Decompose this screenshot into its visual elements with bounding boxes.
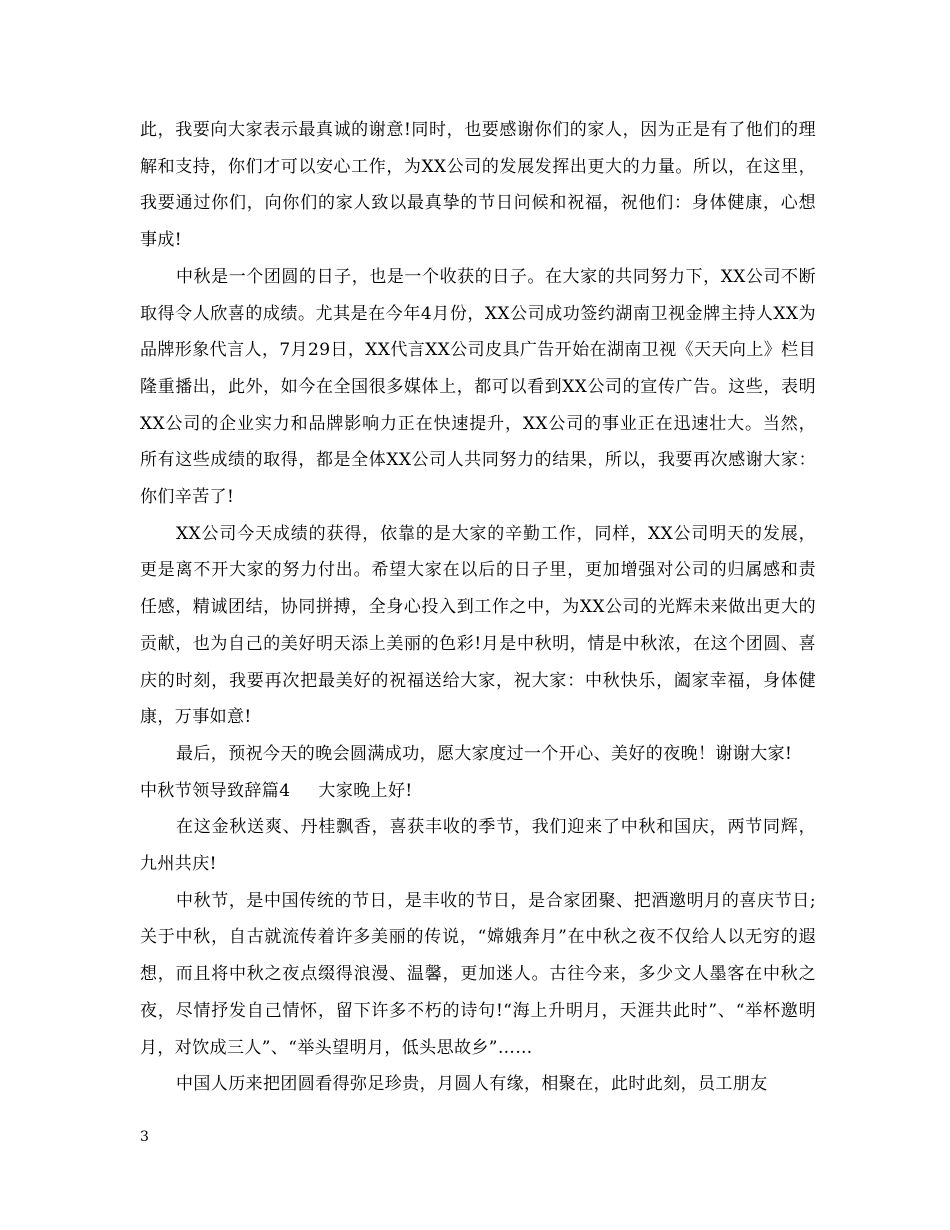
section-heading — [140, 773, 816, 810]
paragraph-4: 最后，预祝今天的晚会圆满成功，愿大家度过一个开心、美好的夜晚！谢谢大家! — [176, 743, 793, 764]
page-number: 3 — [140, 1129, 149, 1145]
paragraph-5: 在这金秋送爽、丹桂飘香，喜获丰收的季节，我们迎来了中秋和国庆，两节同辉，九州共庆! — [140, 817, 816, 875]
paragraph-2: 中秋是一个团圆的日子，也是一个收获的日子。在大家的共同努力下，XX公司不断取得令人欣喜的成绩。尤其是在今年4月份，XX公司成功签约湖南卫视金牌主持人XX为品牌形象代言人，7月29日，XX代言XX公司皮具广告开始在湖南卫视《天天向上》栏目隆重播出，此外，如今在全国很多媒体上，都可以看到XX公司的宣传广告。这些，表明XX公司的企业实力和品牌影响力正在快速提升，XX公司的事业正在迅速壮大。当然，所有这些成绩的取得，都是全体XX公司人共同努力的结果，所以，我要再次感谢大家：你们辛苦了! — [140, 266, 816, 508]
paragraph-6: 中秋节，是中国传统的节日，是丰收的节日，是合家团聚、把酒邀明月的喜庆节日;关于中秋，自古就流传着许多美丽的传说，“嫦娥奔月”在中秋之夜不仅给人以无穷的遐想，而且将中秋之夜点缀得浪漫、温馨，更加迷人。古往今来，多少文人墨客在中秋之夜，尽情抒发自己情怀，留下许多不朽的诗句!“海上升明月，天涯共此时”、“举杯邀明月，对饮成三人”、“举头望明月，低头思故乡”…… — [140, 890, 816, 1058]
section-greeting: 大家晚上好! — [318, 780, 413, 801]
section-title: 中秋节领导致辞篇4 — [140, 780, 291, 801]
paragraph-1: 此，我要向大家表示最真诚的谢意!同时，也要感谢你们的家人，因为正是有了他们的理解和支持，你们才可以安心工作，为XX公司的发展发挥出更大的力量。所以，在这里，我要通过你们，向你们的家人致以最真挚的节日问候和祝福，祝他们：身体健康，心想事成! — [140, 120, 816, 251]
paragraph-7: 中国人历来把团圆看得弥足珍贵，月圆人有缘，相聚在，此时此刻，员工朋友 — [176, 1074, 768, 1095]
document-body — [140, 112, 816, 1103]
paragraph-3: XX公司今天成绩的获得，依靠的是大家的辛勤工作，同样，XX公司明天的发展，更是离不开大家的努力付出。希望大家在以后的日子里，更加增强对公司的归属感和责任感，精诚团结，协同拼搏，全身心投入到工作之中，为XX公司的光辉未来做出更大的贡献，也为自己的美好明天添上美丽的色彩!月是中秋明，情是中秋浓，在这个团圆、喜庆的时刻，我要再次把最美好的祝福送给大家，祝大家：中秋快乐，阖家幸福，身体健康，万事如意! — [140, 523, 816, 728]
